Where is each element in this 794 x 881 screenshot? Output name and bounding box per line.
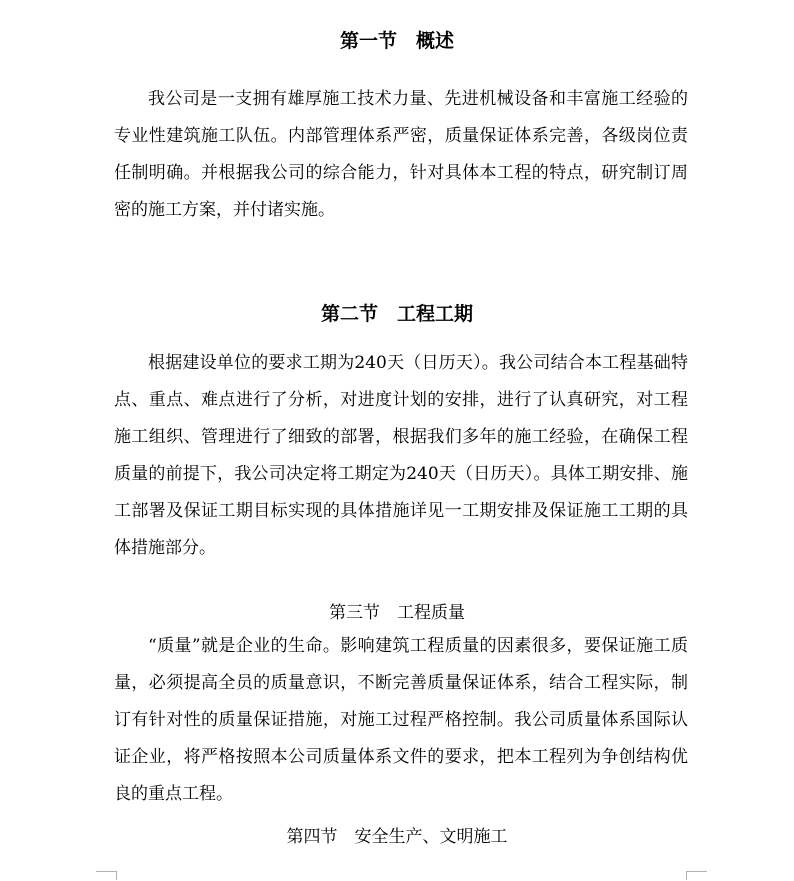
page-corner-mark-right [686,871,707,880]
page-corner-mark-left [96,871,117,880]
section-2-paragraph: 根据建设单位的要求工期为240天（日历天）。我公司结合本工程基础特点、重点、难点进行了分析，对进度计划的安排，进行了认真研究，对工程施工组织、管理进行了细致的部署，根据我们多年的施工经验，在确保工程质量的前提下，我公司决定将工期定为240天（日历天）。具体工期安排、施工部署及保证工期目标实现的具体措施详见一工期安排及保证施工工期的具体措施部分。 [114,353,688,558]
section-3-heading: 第三节 工程质量 [329,603,465,623]
section-3-paragraph: “质量”就是企业的生命。影响建筑工程质量的因素很多，要保证施工质量，必须提高全员的质量意识，不断完善质量保证体系，结合工程实际，制订有针对性的质量保证措施，对施工过程严格控制。我公司质量体系国际认证企业，将严格按照本公司质量体系文件的要求，把本工程列为争创结构优良的重点工程。 [114,636,688,804]
section-2-heading: 第二节 工程工期 [320,303,473,325]
section-1-paragraph: 我公司是一支拥有雄厚施工技术力量、先进机械设备和丰富施工经验的专业性建筑施工队伍。内部管理体系严密，质量保证体系完善，各级岗位责任制明确。并根据我公司的综合能力，针对具体本工程的特点，研究制订周密的施工方案，并付诸实施。 [114,89,688,220]
section-1-heading: 第一节 概述 [339,30,454,52]
section-4-heading: 第四节 安全生产、文明施工 [286,827,508,847]
